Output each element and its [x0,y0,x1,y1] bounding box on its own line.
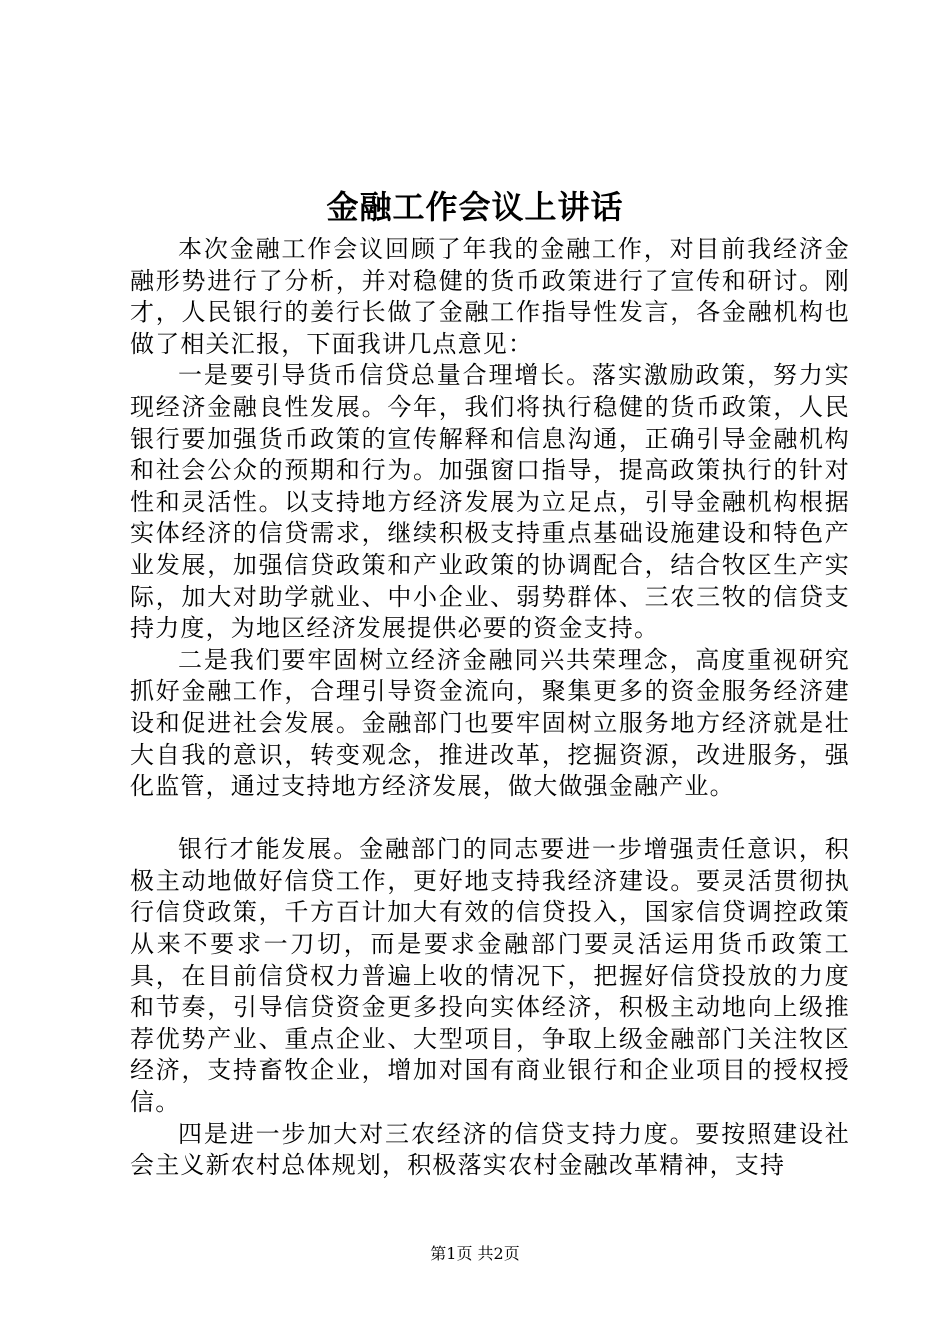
document-body [130,234,850,1182]
paragraph-intro: 本次金融工作会议回顾了年我的金融工作，对目前我经济金融形势进行了分析，并对稳健的货币政策进行了宣传和研讨。刚才，人民银行的姜行长做了金融工作指导性发言，各金融机构也做了相关汇报，下面我讲几点意见： [130,235,850,358]
paragraph-bank-development: 银行才能发展。金融部门的同志要进一步增强责任意识，积极主动地做好信贷工作，更好地支持我经济建设。要灵活贯彻执行信贷政策，千方百计加大有效的信贷投入，国家信贷调控政策从来不要求一刀切，而是要求金融部门要灵活运用货币政策工具，在目前信贷权力普遍上收的情况下，把握好信贷投放的力度和节奏，引导信贷资金更多投向实体经济，积极主动地向上级推荐优势产业、重点企业、大型项目，争取上级金融部门关注牧区经济，支持畜牧企业，增加对国有商业银行和企业项目的授权授信。 [130,835,850,1117]
paragraph-point-one: 一是要引导货币信贷总量合理增长。落实激励政策，努力实现经济金融良性发展。今年，我们将执行稳健的货币政策，人民银行要加强货币政策的宣传解释和信息沟通，正确引导金融机构和社会公众的预期和行为。加强窗口指导，提高政策执行的针对性和灵活性。以支持地方经济发展为立足点，引导金融机构根据实体经济的信贷需求，继续积极支持重点基础设施建设和特色产业发展，加强信贷政策和产业政策的协调配合，结合牧区生产实际，加大对助学就业、中小企业、弱势群体、三农三牧的信贷支持力度，为地区经济发展提供必要的资金支持。 [130,361,850,643]
paragraph-point-four: 四是进一步加大对三农经济的信贷支持力度。要按照建设社会主义新农村总体规划，积极落实农村金融改革精神，支持 [130,1119,850,1180]
page-footer: 第1页 共2页 [430,1244,520,1263]
document-title: 金融工作会议上讲话 [326,188,624,226]
paragraph-point-two: 二是我们要牢固树立经济金融同兴共荣理念，高度重视研究抓好金融工作，合理引导资金流向，聚集更多的资金服务经济建设和促进社会发展。金融部门也要牢固树立服务地方经济就是壮大自我的意识，转变观念，推进改革，挖掘资源，改进服务，强化监管，通过支持地方经济发展，做大做强金融产业。 [130,645,850,801]
